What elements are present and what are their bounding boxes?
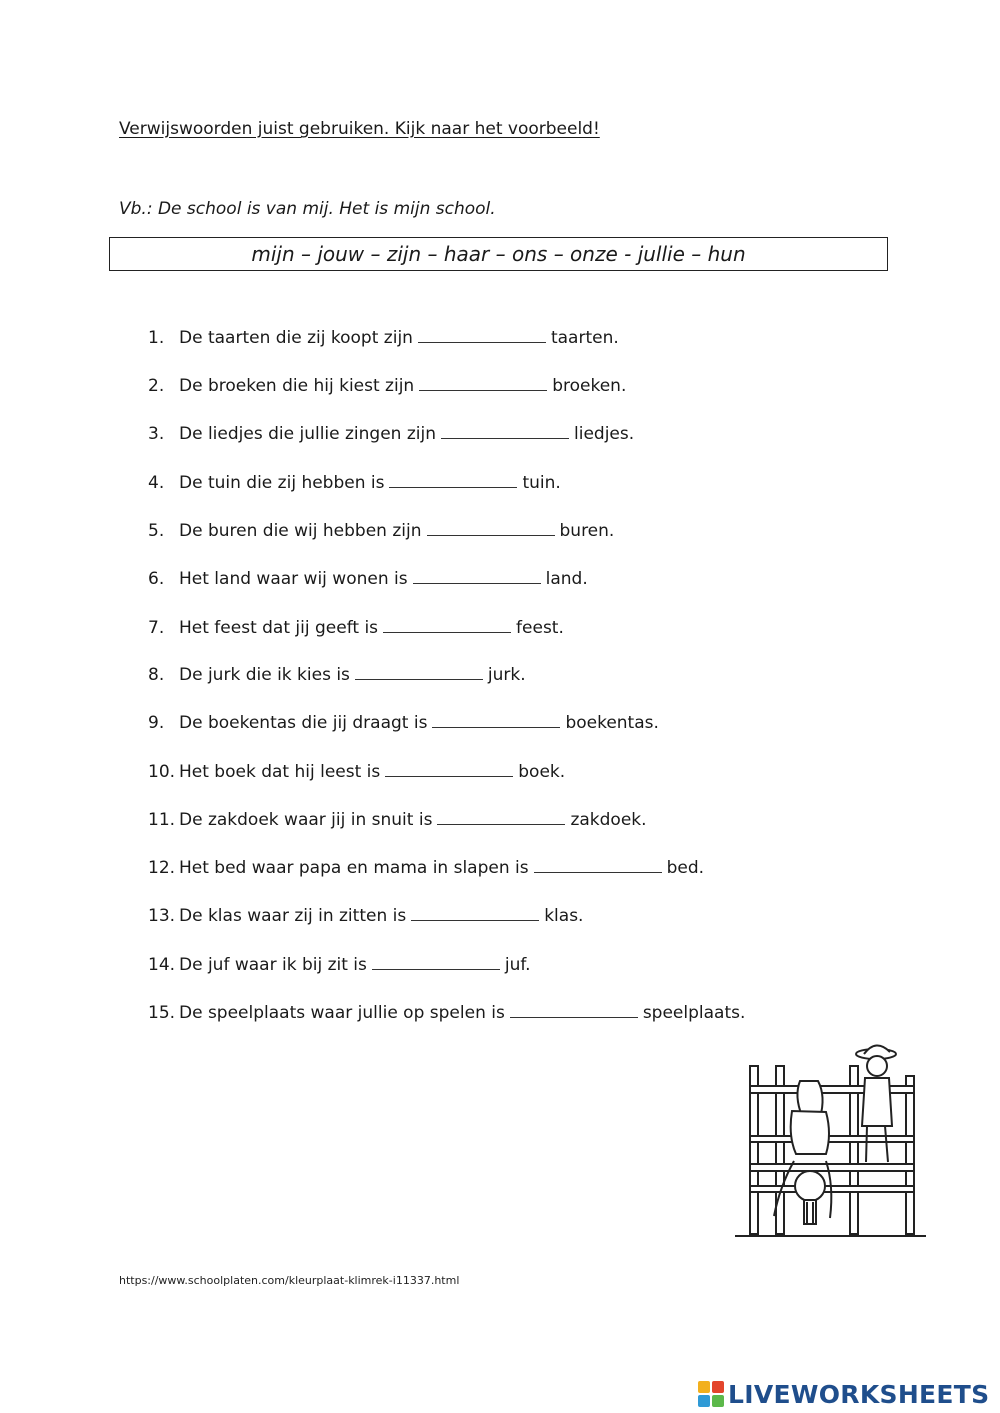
answer-blank[interactable] <box>419 375 547 391</box>
exercise-text-after: bed. <box>666 858 705 878</box>
answer-blank[interactable] <box>534 857 662 873</box>
exercise-text-before: De tuin die zij hebben is <box>179 473 385 493</box>
exercise-text-after: tuin. <box>522 473 561 493</box>
climbing-frame-illustration <box>730 1036 930 1246</box>
answer-blank[interactable] <box>432 712 560 728</box>
exercise-text-before: Het boek dat hij leest is <box>179 762 381 782</box>
answer-blank[interactable] <box>383 617 511 633</box>
exercise-number: 7. <box>148 618 165 638</box>
exercise-item <box>148 711 659 735</box>
exercise-item <box>148 471 561 495</box>
worksheet-title: Verwijswoorden juist gebruiken. Kijk naar het voorbeeld! <box>119 119 600 139</box>
exercise-item <box>148 904 583 928</box>
exercise-item <box>148 422 634 446</box>
exercise-text-after: land. <box>545 569 588 589</box>
word-bank-box: mijn – jouw – zijn – haar – ons – onze - jullie – hun <box>109 237 888 271</box>
exercise-text-before: Het feest dat jij geeft is <box>179 618 379 638</box>
answer-blank[interactable] <box>411 905 539 921</box>
exercise-number: 13. <box>148 906 176 926</box>
exercise-number: 15. <box>148 1003 176 1023</box>
answer-blank[interactable] <box>441 423 569 439</box>
exercise-item <box>148 808 647 832</box>
exercise-text-after: klas. <box>544 906 584 926</box>
exercise-text-after: buren. <box>559 521 615 541</box>
exercise-item <box>148 953 531 977</box>
exercise-text-before: De juf waar ik bij zit is <box>179 955 367 975</box>
exercise-item <box>148 519 614 543</box>
exercise-number: 2. <box>148 376 165 396</box>
exercise-text-before: De taarten die zij koopt zijn <box>179 328 413 348</box>
exercise-number: 11. <box>148 810 176 830</box>
answer-blank[interactable] <box>418 327 546 343</box>
answer-blank[interactable] <box>355 664 483 680</box>
example-sentence: Vb.: De school is van mij. Het is mijn school. <box>119 199 496 219</box>
exercise-text-after: zakdoek. <box>570 810 647 830</box>
exercise-item <box>148 663 526 687</box>
exercise-text-after: feest. <box>516 618 564 638</box>
exercise-text-before: De zakdoek waar jij in snuit is <box>179 810 433 830</box>
exercise-text-after: speelplaats. <box>642 1003 746 1023</box>
answer-blank[interactable] <box>372 954 500 970</box>
exercise-text-after: liedjes. <box>574 424 635 444</box>
answer-blank[interactable] <box>437 809 565 825</box>
exercise-text-after: broeken. <box>552 376 627 396</box>
answer-blank[interactable] <box>389 472 517 488</box>
answer-blank[interactable] <box>385 761 513 777</box>
exercise-text-before: Het bed waar papa en mama in slapen is <box>179 858 529 878</box>
exercise-number: 4. <box>148 473 165 493</box>
exercise-text-before: De broeken die hij kiest zijn <box>179 376 415 396</box>
exercise-text-before: De liedjes die jullie zingen zijn <box>179 424 436 444</box>
exercise-number: 6. <box>148 569 165 589</box>
exercise-text-before: De buren die wij hebben zijn <box>179 521 422 541</box>
answer-blank[interactable] <box>510 1002 638 1018</box>
exercise-text-after: boekentas. <box>565 713 659 733</box>
exercise-number: 8. <box>148 665 165 685</box>
exercise-number: 10. <box>148 762 176 782</box>
exercise-item <box>148 567 588 591</box>
exercise-item <box>148 1001 745 1025</box>
exercise-text-before: De boekentas die jij draagt is <box>179 713 428 733</box>
exercise-number: 14. <box>148 955 176 975</box>
exercise-number: 9. <box>148 713 165 733</box>
exercise-item <box>148 374 626 398</box>
exercise-text-before: De speelplaats waar jullie op spelen is <box>179 1003 505 1023</box>
exercise-number: 1. <box>148 328 165 348</box>
exercise-item <box>148 616 564 640</box>
answer-blank[interactable] <box>413 568 541 584</box>
exercise-item <box>148 326 619 350</box>
exercise-text-after: taarten. <box>550 328 619 348</box>
exercise-number: 12. <box>148 858 176 878</box>
exercise-text-after: juf. <box>504 955 531 975</box>
exercise-text-after: jurk. <box>487 665 526 685</box>
exercise-text-before: De klas waar zij in zitten is <box>179 906 407 926</box>
exercise-item <box>148 856 704 880</box>
source-url[interactable]: https://www.schoolplaten.com/kleurplaat-klimrek-i11337.html <box>119 1274 460 1287</box>
exercise-number: 5. <box>148 521 165 541</box>
answer-blank[interactable] <box>427 520 555 536</box>
exercise-item <box>148 760 565 784</box>
exercise-text-after: boek. <box>518 762 566 782</box>
exercise-text-before: De jurk die ik kies is <box>179 665 350 685</box>
exercise-number: 3. <box>148 424 165 444</box>
exercise-text-before: Het land waar wij wonen is <box>179 569 408 589</box>
liveworksheets-logo-icon <box>698 1381 724 1407</box>
liveworksheets-logo <box>698 1378 989 1410</box>
liveworksheets-logo-text: LIVEWORKSHEETS <box>728 1379 990 1409</box>
